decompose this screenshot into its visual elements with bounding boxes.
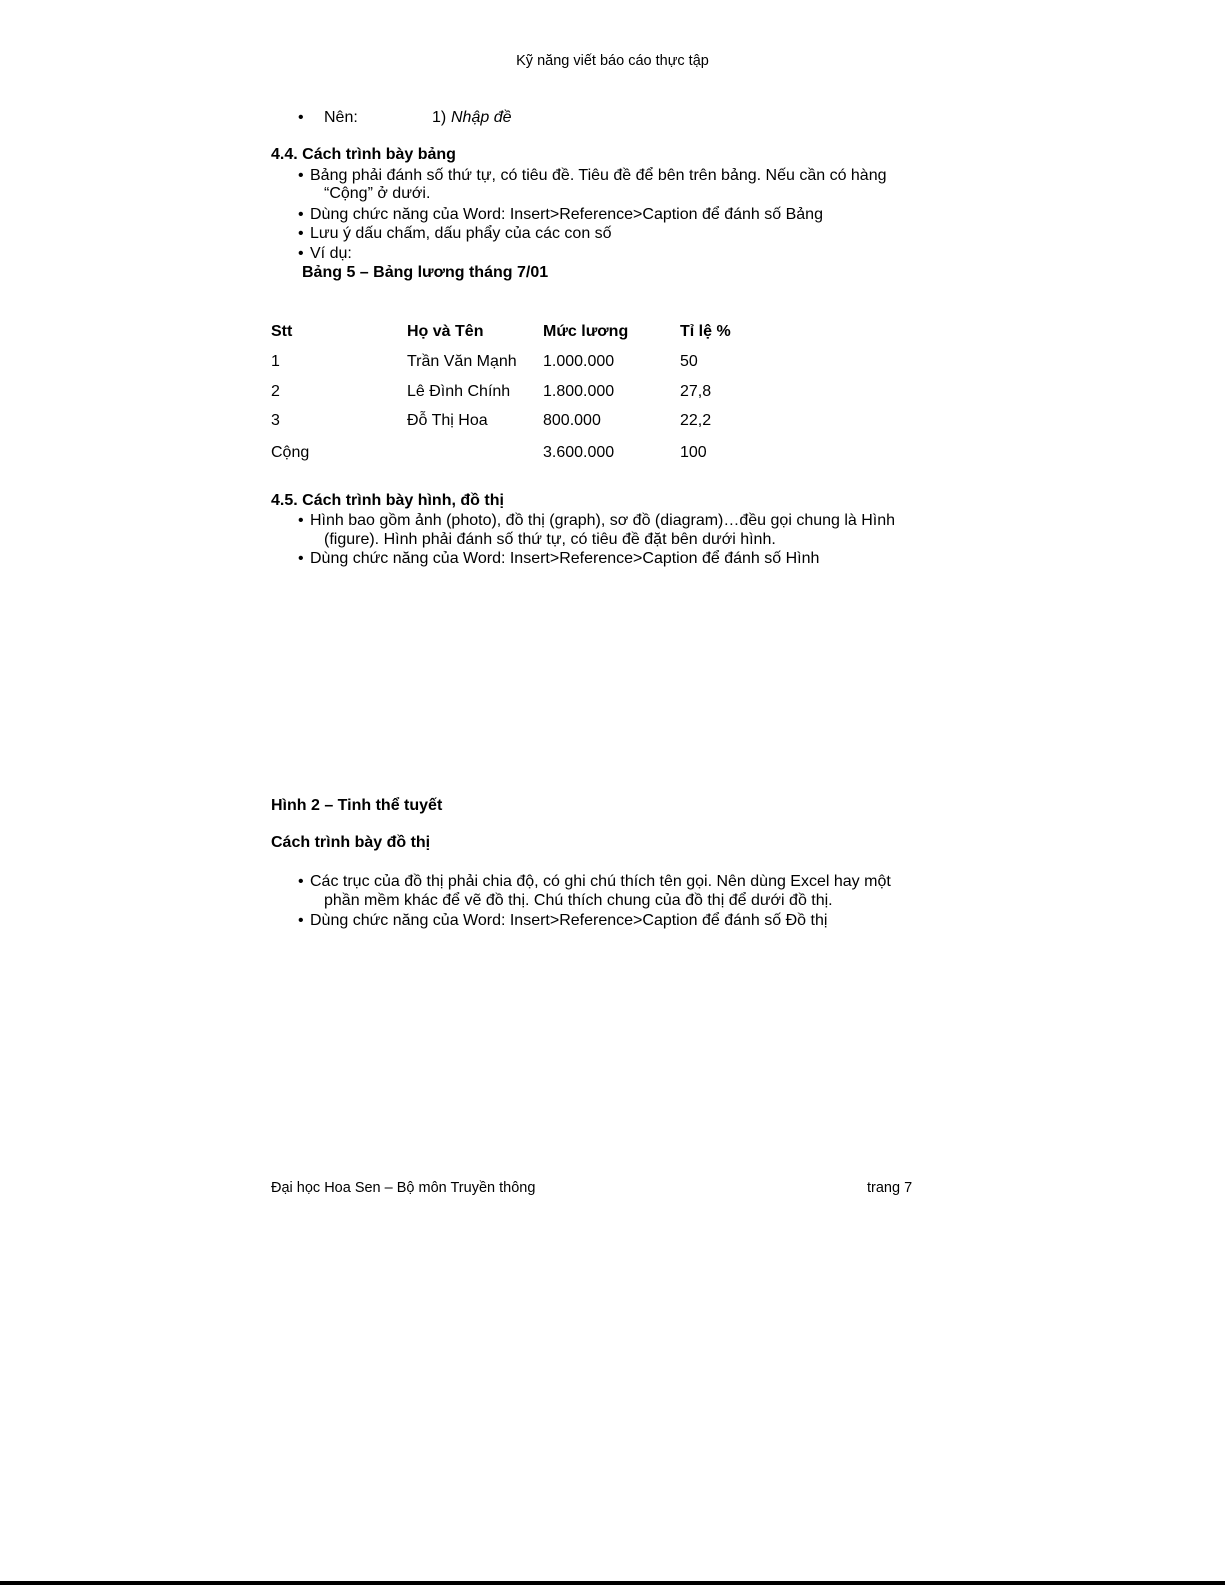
section-table-heading: 4.4. Cách trình bày bảng [271, 146, 456, 163]
bullet-marker: • [298, 873, 304, 890]
bullet-marker: • [298, 206, 304, 223]
figure-bullet-1-line1: Hình bao gồm ảnh (photo), đồ thị (graph), sơ đồ (diagram)…đều gọi chung là Hình [310, 512, 896, 529]
nen-label: Nên: [324, 109, 358, 126]
table-header-ratio: Tỉ lệ % [680, 323, 731, 340]
table-cell-name: Trần Văn Mạnh [407, 353, 517, 370]
graph-bullet-1-line2: phần mềm khác để vẽ đồ thị. Chú thích chung của đồ thị để dưới đồ thị. [324, 892, 833, 909]
table-bullet-1-line1: Bảng phải đánh số thứ tự, có tiêu đề. Tiêu đề để bên trên bảng. Nếu cần có hàng [310, 167, 887, 184]
nen-number: 1) [432, 109, 447, 126]
figure-caption: Hình 2 – Tinh thể tuyết [271, 797, 443, 814]
table-bullet-1-line2: “Cộng” ở dưới. [324, 185, 431, 202]
table-cell-ratio: 50 [680, 353, 698, 370]
table-cell-salary: 1.000.000 [543, 353, 615, 370]
table-cell-name: Lê Đình Chính [407, 383, 511, 400]
bullet-marker: • [298, 167, 304, 184]
table-cell-name: Đỗ Thị Hoa [407, 412, 488, 429]
nen-bullet: • [298, 109, 304, 126]
table-total-label: Cộng [271, 444, 310, 461]
table-cell-stt: 3 [271, 412, 280, 429]
table-header-stt: Stt [271, 323, 293, 340]
figure-image-area [271, 575, 911, 790]
bullet-marker: • [298, 512, 304, 529]
page-bottom-border [0, 1581, 1225, 1585]
bullet-marker: • [298, 912, 304, 929]
table-cell-stt: 1 [271, 353, 280, 370]
figure-bullet-1-line2: (figure). Hình phải đánh số thứ tự, có tiêu đề đặt bên dưới hình. [324, 531, 776, 548]
bullet-marker: • [298, 550, 304, 567]
table-cell-salary: 800.000 [543, 412, 601, 429]
footer-page-number: trang 7 [867, 1180, 913, 1196]
table-cell-ratio: 27,8 [680, 383, 712, 400]
graph-bullet-2: Dùng chức năng của Word: Insert>Reference>Caption để đánh số Đồ thị [310, 912, 828, 929]
table-cell-salary: 1.800.000 [543, 383, 615, 400]
figure-bullet-2: Dùng chức năng của Word: Insert>Reference>Caption để đánh số Hình [310, 550, 820, 567]
page-header-title: Kỹ năng viết báo cáo thực tập [516, 53, 709, 69]
table-header-salary: Mức lương [543, 323, 629, 340]
table-cell-ratio: 22,2 [680, 412, 712, 429]
table-header-name: Họ và Tên [407, 323, 484, 340]
nen-value: Nhập đề [451, 109, 512, 126]
footer-left: Đại học Hoa Sen – Bộ môn Truyền thông [271, 1180, 536, 1196]
table-total-ratio: 100 [680, 444, 707, 461]
section-graph-heading: Cách trình bày đồ thị [271, 834, 431, 851]
graph-bullet-1-line1: Các trục của đồ thị phải chia độ, có ghi chú thích tên gọi. Nên dùng Excel hay một [310, 873, 891, 890]
table-caption: Bảng 5 – Bảng lương tháng 7/01 [302, 264, 549, 281]
table-total-salary: 3.600.000 [543, 444, 615, 461]
table-bullet-4: Ví dụ: [310, 245, 352, 262]
table-bullet-2: Dùng chức năng của Word: Insert>Reference>Caption để đánh số Bảng [310, 206, 823, 223]
table-cell-stt: 2 [271, 383, 280, 400]
bullet-marker: • [298, 225, 304, 242]
section-figure-heading: 4.5. Cách trình bày hình, đồ thị [271, 492, 504, 509]
bullet-marker: • [298, 245, 304, 262]
table-bullet-3: Lưu ý dấu chấm, dấu phẩy của các con số [310, 225, 612, 242]
